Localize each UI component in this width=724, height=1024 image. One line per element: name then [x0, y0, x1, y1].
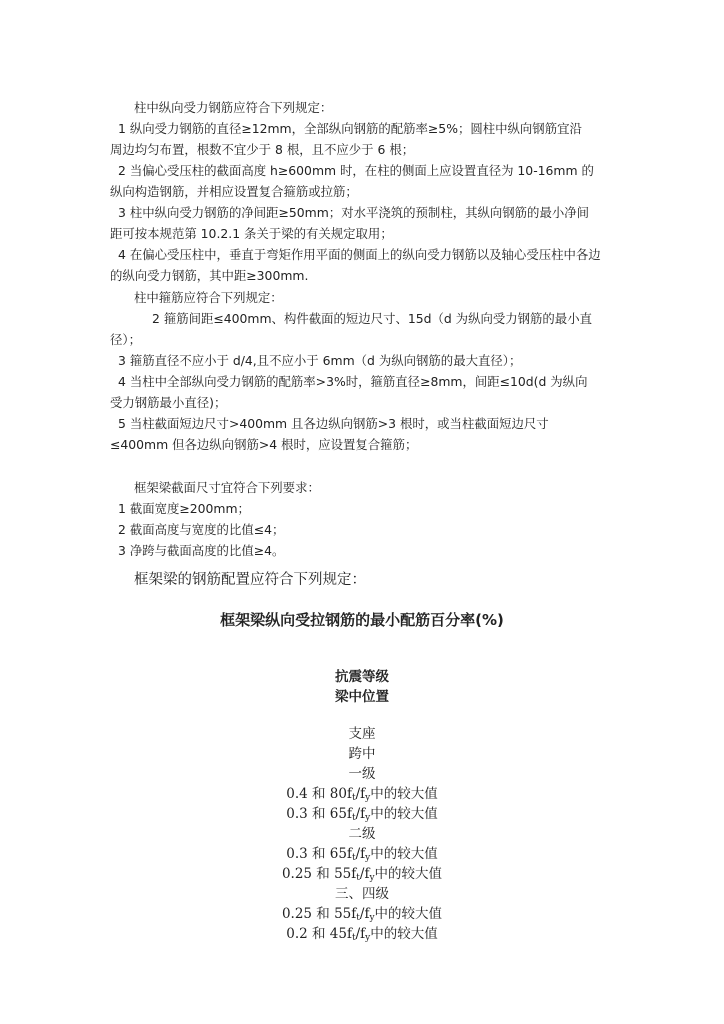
section-heading: 框架梁的钢筋配置应符合下列规定： — [134, 572, 366, 588]
clause-line: 径）； — [110, 332, 141, 347]
table-cell-midspan-value: 0.2 和 $45f_t/f_y$中的较大值 — [286, 926, 438, 943]
table-header-seismic-grade: 抗震等级 — [335, 669, 389, 685]
clause-line: 1 截面宽度≥200mm； — [118, 501, 250, 516]
clause-line: ≤400mm 但各边纵向钢筋>4 根时，应设置复合箍筋； — [110, 437, 418, 452]
table-row-grade: 二级 — [348, 826, 376, 842]
clause-line: 2 截面高度与宽度的比值≤4； — [118, 522, 285, 537]
table-cell-support-value: 0.3 和 $65f_t/f_y$中的较大值 — [286, 846, 438, 863]
clause-line: 距可按本规范第 10.2.1 条关于梁的有关规定取用； — [110, 226, 393, 241]
table-title: 框架梁纵向受拉钢筋的最小配筋百分率(%) — [220, 611, 504, 629]
table-cell-support-value: 0.4 和 $80f_t/f_y$中的较大值 — [286, 786, 438, 803]
clause-line: 3 柱中纵向受力钢筋的净间距≥50mm；对水平浇筑的预制柱，其纵向钢筋的最小净间 — [118, 205, 590, 220]
table-row-grade: 一级 — [348, 766, 376, 782]
section-heading: 柱中纵向受力钢筋应符合下列规定： — [134, 100, 333, 115]
clause-line: 周边均匀布置，根数不宜少于 8 根，且不应少于 6 根； — [110, 142, 415, 157]
clause-line: 5 当柱截面短边尺寸>400mm 且各边纵向钢筋>3 根时，或当柱截面短边尺寸 — [118, 416, 549, 431]
clause-line: 的纵向受力钢筋，其中距≥300mm. — [110, 268, 309, 283]
table-col-midspan: 跨中 — [348, 746, 376, 762]
clause-line: 4 在偏心受压柱中，垂直于弯矩作用平面的侧面上的纵向受力钢筋以及轴心受压柱中各边 — [118, 247, 601, 262]
table-cell-support-value: 0.25 和 $55f_t/f_y$中的较大值 — [281, 906, 443, 923]
table-row-grade: 三、四级 — [335, 886, 389, 902]
table-header-beam-position: 梁中位置 — [335, 689, 389, 705]
section-heading: 柱中箍筋应符合下列规定： — [134, 290, 283, 305]
clause-line: 纵向构造钢筋，并相应设置复合箍筋或拉筋； — [110, 184, 358, 199]
clause-line: 3 净跨与截面高度的比值≥4。 — [118, 543, 285, 558]
frame-beam-rebar-heading — [134, 570, 644, 591]
table-cell-midspan-value: 0.25 和 $55f_t/f_y$中的较大值 — [281, 866, 443, 883]
column-stirrup-section — [110, 287, 620, 455]
clause-line: 2 当偏心受压柱的截面高度 h≥600mm 时，在柱的侧面上应设置直径为 10-16mm 的 — [118, 163, 594, 178]
section-heading: 框架梁截面尺寸宜符合下列要求： — [134, 480, 320, 495]
clause-line: 3 箍筋直径不应小于 d/4,且不应小于 6mm（d 为纵向钢筋的最大直径）； — [118, 353, 522, 368]
clause-line: 受力钢筋最小直径)； — [110, 395, 227, 410]
table-cell-midspan-value: 0.3 和 $65f_t/f_y$中的较大值 — [286, 806, 438, 823]
clause-line: 2 箍筋间距≤400mm、构件截面的短边尺寸、15d（d 为纵向受力钢筋的最小直 — [152, 311, 592, 326]
frame-beam-section-size — [110, 477, 620, 561]
clause-line: 1 纵向受力钢筋的直径≥12mm，全部纵向钢筋的配筋率≥5%；圆柱中纵向钢筋宜沿 — [118, 121, 582, 136]
clause-line: 4 当柱中全部纵向受力钢筋的配筋率>3%时，箍筋直径≥8mm，间距≤10d(d 为纵向 — [118, 374, 588, 389]
column-longitudinal-rebar-section — [110, 97, 620, 286]
table-col-support: 支座 — [348, 726, 376, 742]
